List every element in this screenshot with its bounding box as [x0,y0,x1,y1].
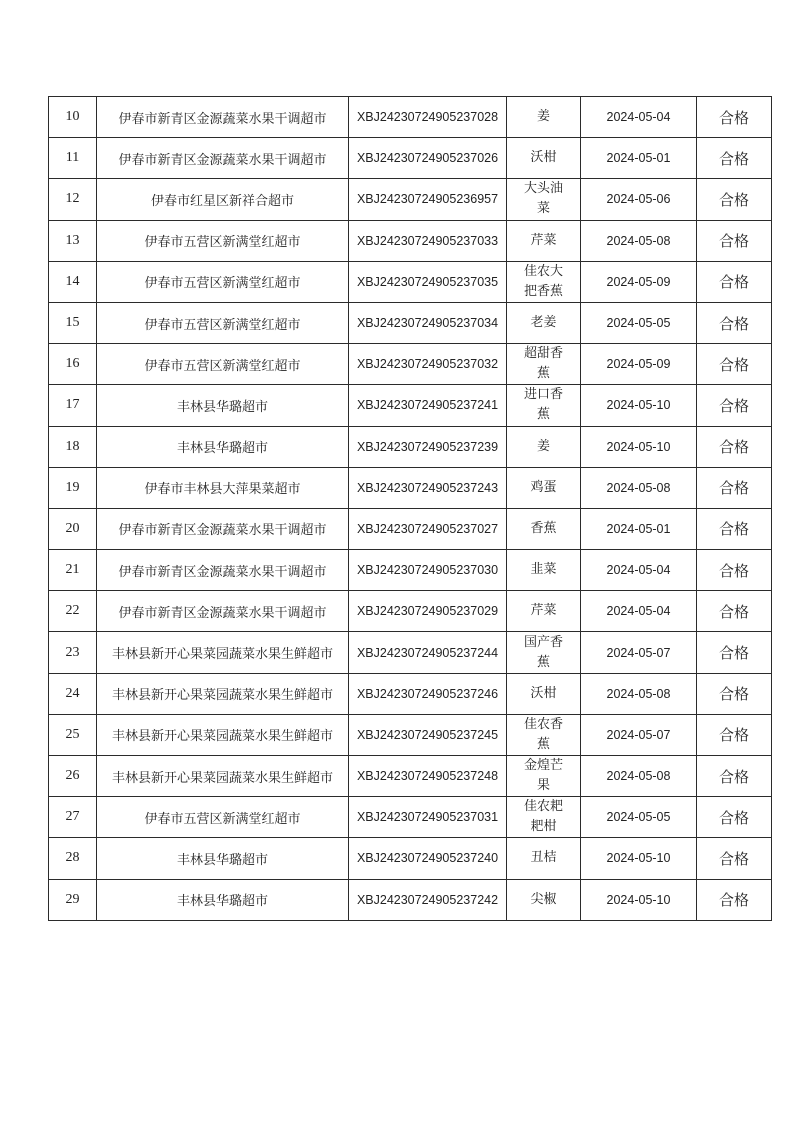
food-name-text: 尖椒 [530,891,557,907]
result-cell: 合格 [697,673,772,714]
row-number-cell: 13 [49,220,97,261]
food-name-text: 香蕉 [530,520,557,536]
food-name-text: 佳农香蕉 [523,716,563,752]
sample-code-cell: XBJ24230724905237248 [349,756,507,797]
table-row [49,220,772,261]
shop-name-cell: 伊春市五营区新满堂红超市 [97,344,349,385]
table-row [49,385,772,426]
date-cell: 2024-05-05 [581,302,697,343]
sample-code-cell: XBJ24230724905237026 [349,138,507,179]
inspection-results-table [48,96,772,921]
sample-code-cell: XBJ24230724905237239 [349,426,507,467]
table-row [49,302,772,343]
row-number-cell: 25 [49,714,97,755]
sample-code-cell: XBJ24230724905237027 [349,508,507,549]
date-cell: 2024-05-08 [581,756,697,797]
row-number-cell: 29 [49,879,97,920]
sample-code-cell: XBJ24230724905237028 [349,97,507,138]
result-cell: 合格 [697,220,772,261]
shop-name-cell: 伊春市新青区金源蔬菜水果干调超市 [97,97,349,138]
food-name-cell [507,550,581,591]
table-row [49,179,772,220]
result-cell: 合格 [697,385,772,426]
result-cell: 合格 [697,97,772,138]
sample-code-cell: XBJ24230724905237029 [349,591,507,632]
sample-code-cell: XBJ24230724905237031 [349,797,507,838]
row-number-cell: 22 [49,591,97,632]
table-row [49,756,772,797]
row-number-cell: 14 [49,261,97,302]
date-cell: 2024-05-07 [581,714,697,755]
food-name-cell [507,261,581,302]
row-number-cell: 27 [49,797,97,838]
date-cell: 2024-05-09 [581,344,697,385]
shop-name-cell: 伊春市新青区金源蔬菜水果干调超市 [97,138,349,179]
sample-code-cell: XBJ24230724905237245 [349,714,507,755]
shop-name-cell: 伊春市新青区金源蔬菜水果干调超市 [97,591,349,632]
shop-name-cell: 伊春市新青区金源蔬菜水果干调超市 [97,508,349,549]
date-cell: 2024-05-10 [581,838,697,879]
shop-name-cell: 丰林县新开心果菜园蔬菜水果生鲜超市 [97,632,349,673]
row-number-cell: 21 [49,550,97,591]
shop-name-cell: 伊春市五营区新满堂红超市 [97,302,349,343]
food-name-cell [507,879,581,920]
table-row [49,673,772,714]
shop-name-cell: 丰林县华璐超市 [97,879,349,920]
shop-name-cell: 伊春市丰林县大萍果菜超市 [97,467,349,508]
result-cell: 合格 [697,838,772,879]
table-row [49,797,772,838]
shop-name-cell: 丰林县华璐超市 [97,426,349,467]
result-cell: 合格 [697,344,772,385]
table-row [49,879,772,920]
row-number-cell: 19 [49,467,97,508]
food-name-cell [507,138,581,179]
sample-code-cell: XBJ24230724905237241 [349,385,507,426]
date-cell: 2024-05-10 [581,426,697,467]
table-row [49,426,772,467]
food-name-text: 大头油菜 [523,181,563,217]
table-row [49,261,772,302]
table-row [49,838,772,879]
food-name-cell [507,714,581,755]
shop-name-cell: 丰林县新开心果菜园蔬菜水果生鲜超市 [97,673,349,714]
date-cell: 2024-05-01 [581,508,697,549]
date-cell: 2024-05-06 [581,179,697,220]
table-row [49,97,772,138]
food-name-cell [507,179,581,220]
shop-name-cell: 丰林县华璐超市 [97,838,349,879]
date-cell: 2024-05-10 [581,879,697,920]
date-cell: 2024-05-08 [581,673,697,714]
shop-name-cell: 丰林县新开心果菜园蔬菜水果生鲜超市 [97,714,349,755]
food-name-text: 沃柑 [530,685,557,701]
row-number-cell: 12 [49,179,97,220]
row-number-cell: 10 [49,97,97,138]
shop-name-cell: 伊春市五营区新满堂红超市 [97,797,349,838]
food-name-cell [507,756,581,797]
result-cell: 合格 [697,797,772,838]
shop-name-cell: 伊春市新青区金源蔬菜水果干调超市 [97,550,349,591]
food-name-text: 老姜 [530,315,557,331]
row-number-cell: 24 [49,673,97,714]
date-cell: 2024-05-10 [581,385,697,426]
food-name-text: 丑桔 [530,850,557,866]
sample-code-cell: XBJ24230724905237034 [349,302,507,343]
table-row [49,550,772,591]
food-name-text: 沃柑 [530,150,557,166]
shop-name-cell: 伊春市红星区新祥合超市 [97,179,349,220]
sample-code-cell: XBJ24230724905237242 [349,879,507,920]
result-cell: 合格 [697,302,772,343]
row-number-cell: 11 [49,138,97,179]
food-name-text: 芹菜 [530,232,557,248]
result-cell: 合格 [697,508,772,549]
food-name-cell [507,797,581,838]
food-name-cell [507,302,581,343]
row-number-cell: 26 [49,756,97,797]
date-cell: 2024-05-08 [581,467,697,508]
table-body [49,97,772,921]
sample-code-cell: XBJ24230724905237240 [349,838,507,879]
sample-code-cell: XBJ24230724905237243 [349,467,507,508]
result-cell: 合格 [697,550,772,591]
date-cell: 2024-05-07 [581,632,697,673]
food-name-cell [507,385,581,426]
row-number-cell: 28 [49,838,97,879]
result-cell: 合格 [697,632,772,673]
row-number-cell: 15 [49,302,97,343]
food-name-cell [507,467,581,508]
food-name-text: 超甜香蕉 [523,346,563,382]
shop-name-cell: 丰林县新开心果菜园蔬菜水果生鲜超市 [97,756,349,797]
food-name-cell [507,426,581,467]
date-cell: 2024-05-08 [581,220,697,261]
table-row [49,344,772,385]
food-name-cell [507,508,581,549]
result-cell: 合格 [697,261,772,302]
result-cell: 合格 [697,426,772,467]
food-name-text: 国产香蕉 [523,634,563,670]
date-cell: 2024-05-01 [581,138,697,179]
result-cell: 合格 [697,467,772,508]
date-cell: 2024-05-09 [581,261,697,302]
sample-code-cell: XBJ24230724905237035 [349,261,507,302]
result-cell: 合格 [697,714,772,755]
row-number-cell: 17 [49,385,97,426]
result-cell: 合格 [697,179,772,220]
food-name-cell [507,838,581,879]
date-cell: 2024-05-04 [581,97,697,138]
table-row [49,138,772,179]
row-number-cell: 20 [49,508,97,549]
sample-code-cell: XBJ24230724905237030 [349,550,507,591]
row-number-cell: 16 [49,344,97,385]
food-name-text: 姜 [536,438,550,454]
sample-code-cell: XBJ24230724905237033 [349,220,507,261]
food-name-text: 佳农大把香蕉 [523,263,563,299]
result-cell: 合格 [697,591,772,632]
sample-code-cell: XBJ24230724905237244 [349,632,507,673]
result-cell: 合格 [697,756,772,797]
sample-code-cell: XBJ24230724905237246 [349,673,507,714]
food-name-text: 鸡蛋 [530,479,557,495]
shop-name-cell: 丰林县华璐超市 [97,385,349,426]
shop-name-cell: 伊春市五营区新满堂红超市 [97,261,349,302]
food-name-cell [507,344,581,385]
table-row [49,467,772,508]
table-row [49,591,772,632]
food-name-text: 姜 [536,109,550,125]
row-number-cell: 23 [49,632,97,673]
table-row [49,632,772,673]
sample-code-cell: XBJ24230724905237032 [349,344,507,385]
result-cell: 合格 [697,138,772,179]
food-name-text: 芹菜 [530,603,557,619]
food-name-cell [507,632,581,673]
food-name-text: 金煌芒果 [523,758,563,794]
food-name-cell [507,220,581,261]
food-name-cell [507,591,581,632]
food-name-text: 韭菜 [530,562,557,578]
result-cell: 合格 [697,879,772,920]
shop-name-cell: 伊春市五营区新满堂红超市 [97,220,349,261]
table-row [49,508,772,549]
food-name-cell [507,673,581,714]
food-name-cell [507,97,581,138]
date-cell: 2024-05-04 [581,550,697,591]
food-name-text: 进口香蕉 [523,387,563,423]
date-cell: 2024-05-05 [581,797,697,838]
table-row [49,714,772,755]
row-number-cell: 18 [49,426,97,467]
sample-code-cell: XBJ24230724905236957 [349,179,507,220]
date-cell: 2024-05-04 [581,591,697,632]
food-name-text: 佳农耙耙柑 [523,799,563,835]
